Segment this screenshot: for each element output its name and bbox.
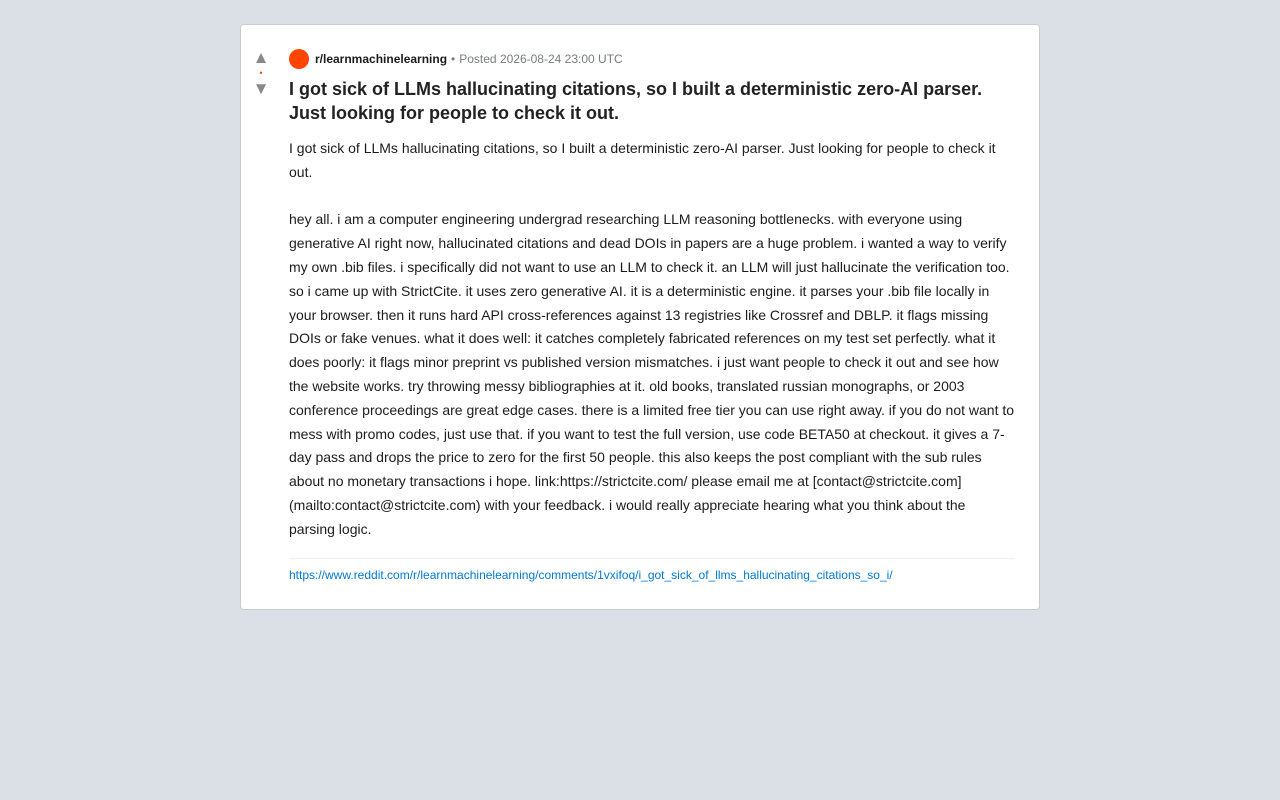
downvote-arrow-icon[interactable]: ▼ (252, 79, 270, 98)
upvote-arrow-icon[interactable]: ▲ (252, 48, 270, 67)
vote-column (241, 25, 281, 609)
post-card (240, 24, 1040, 610)
post-body-paragraph: I got sick of LLMs hallucinating citations, so I built a deterministic zero-AI parser. Just looking for people to check it out. (289, 140, 996, 180)
post-meta (289, 49, 1015, 69)
meta-separator: • (451, 52, 456, 66)
posted-timestamp: Posted 2026-08-24 23:00 UTC (459, 52, 623, 66)
post-body (289, 137, 1015, 542)
post-content (281, 25, 1039, 609)
post-footer (289, 558, 1015, 582)
post-title[interactable]: I got sick of LLMs hallucinating citations, so I built a deterministic zero-AI parser. Just looking for people to check it out. (289, 79, 983, 123)
subreddit-avatar-icon[interactable] (289, 49, 309, 69)
post-body-paragraph: hey all. i am a computer engineering undergrad researching LLM reasoning bottlenecks. with everyone using generative AI right now, hallucinated citations and dead DOIs in papers are a huge problem. i wanted a way to verify my own .bib files. i specifically did not want to use an LLM to check it. an LLM will just hallucinate the verification too. so i came up with StrictCite. it uses zero generative AI. it is a deterministic engine. it parses your .bib file locally in your browser. then it runs hard API cross-references against 13 registries like Crossref and DBLP. it flags missing DOIs or fake venues. what it does well: it catches completely fabricated references on my test set perfectly. what it does poorly: it flags minor preprint vs published version mismatches. i just want people to check it out and see how the website works. try throwing messy bibliographies at it. old books, translated russian monographs, or 2003 conference proceedings are great edge cases. there is a limited free tier you can use right away. if you do not want to mess with promo codes, just use that. if you want to test the full version, use code BETA50 at checkout. it gives a 7-day pass and drops the price to zero for the first 50 people. this also keeps the post compliant with the sub rules about no monetary transactions i hope. link:https://strictcite.com/ please email me at [contact@strictcite.com](mailto:contact@strictcite.com) with your feedback. i would really appreciate hearing what you think about the parsing logic. (289, 211, 1015, 537)
vote-score: • (259, 68, 263, 78)
post-permalink[interactable]: https://www.reddit.com/r/learnmachinelearning/comments/1vxifoq/i_got_sick_of_llms_hallucinating_citations_so_i/ (289, 567, 893, 582)
subreddit-name[interactable]: r/learnmachinelearning (315, 52, 448, 66)
